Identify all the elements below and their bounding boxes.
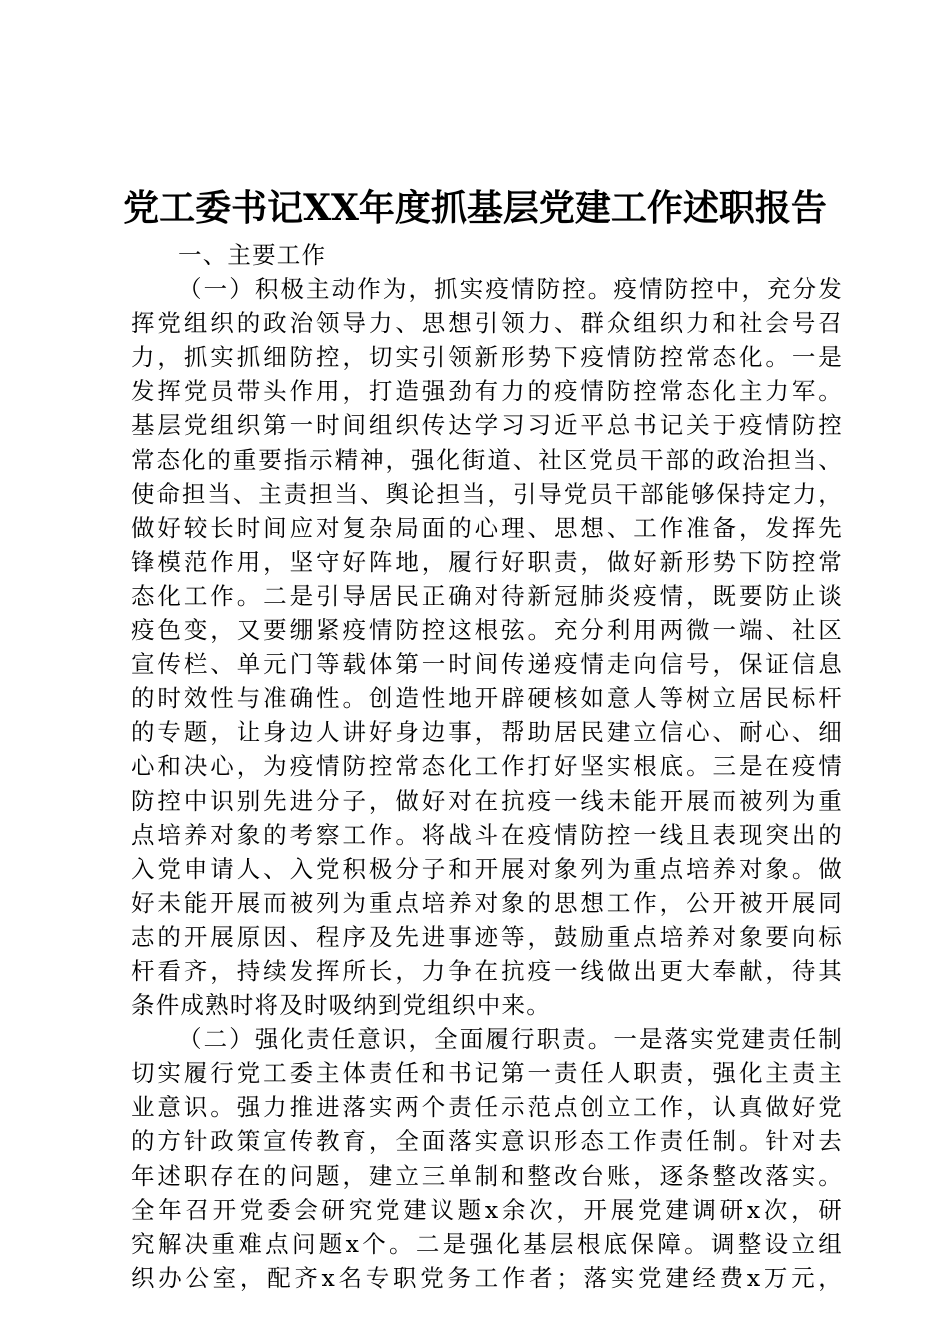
- paragraph-line: （二）强化责任意识，全面履行职责。一是落实党建责任制: [178, 1025, 843, 1054]
- paragraph-line: 基层党组织第一时间组织传达学习习近平总书记关于疫情防控: [131, 411, 843, 440]
- paragraph-line: 锋模范作用，坚守好阵地，履行好职责，做好新形势下防控常: [131, 547, 843, 576]
- paragraph-line: 宣传栏、单元门等载体第一时间传递疫情走向信号，保证信息: [131, 650, 843, 679]
- paragraph-line: 的专题，让身边人讲好身边事，帮助居民建立信心、耐心、细: [131, 718, 843, 747]
- paragraph-line: 发挥党员带头作用，打造强劲有力的疫情防控常态化主力军。: [131, 377, 843, 406]
- paragraph-line: 使命担当、主责担当、舆论担当，引导党员干部能够保持定力，: [131, 479, 843, 508]
- document-body: [131, 238, 843, 1295]
- paragraph-line: 杆看齐，持续发挥所长，力争在抗疫一线做出更大奉献，待其: [131, 956, 843, 985]
- paragraph-line: 力，抓实抓细防控，切实引领新形势下疫情防控常态化。一是: [131, 343, 843, 372]
- section-heading: 一、主要工作: [178, 241, 327, 269]
- paragraph-line: 态化工作。二是引导居民正确对待新冠肺炎疫情，既要防止谈: [131, 581, 843, 610]
- document-title: 党工委书记XX年度抓基层党建工作述职报告: [123, 187, 827, 229]
- paragraph-line: 的时效性与准确性。创造性地开辟硬核如意人等树立居民标杆: [131, 684, 843, 713]
- paragraph-line: 业意识。强力推进落实两个责任示范点创立工作，认真做好党: [131, 1093, 843, 1122]
- paragraph-line: 志的开展原因、程序及先进事迹等，鼓励重点培养对象要向标: [131, 922, 843, 951]
- paragraph-line: （一）积极主动作为，抓实疫情防控。疫情防控中，充分发: [178, 275, 843, 304]
- paragraph-line: 的方针政策宣传教育，全面落实意识形态工作责任制。针对去: [131, 1127, 843, 1156]
- paragraph-line: 年述职存在的问题，建立三单制和整改台账，逐条整改落实。: [131, 1161, 843, 1190]
- paragraph-line: 条件成熟时将及时吸纳到党组织中来。: [131, 991, 551, 1020]
- paragraph-line: 好未能开展而被列为重点培养对象的思想工作，公开被开展同: [131, 888, 843, 917]
- paragraph-line: 切实履行党工委主体责任和书记第一责任人职责，强化主责主: [131, 1059, 843, 1088]
- paragraph-line: 织办公室，配齐x名专职党务工作者；落实党建经费x万元，: [131, 1263, 843, 1292]
- paragraph-line: 入党申请人、入党积极分子和开展对象列为重点培养对象。做: [131, 854, 843, 883]
- paragraph-line: 防控中识别先进分子，做好对在抗疫一线未能开展而被列为重: [131, 786, 843, 815]
- paragraph-line: 疫色变，又要绷紧疫情防控这根弦。充分利用两微一端、社区: [131, 616, 843, 645]
- paragraph-line: 做好较长时间应对复杂局面的心理、思想、工作准备，发挥先: [131, 513, 843, 542]
- paragraph-line: 点培养对象的考察工作。将战斗在疫情防控一线且表现突出的: [131, 820, 843, 849]
- paragraph-line: 心和决心，为疫情防控常态化工作打好坚实根底。三是在疫情: [131, 752, 843, 781]
- paragraph-line: 究解决重难点问题x个。二是强化基层根底保障。调整设立组: [131, 1229, 843, 1258]
- paragraph-line: 挥党组织的政治领导力、思想引领力、群众组织力和社会号召: [131, 309, 843, 338]
- paragraph-line: 全年召开党委会研究党建议题x余次，开展党建调研x次，研: [131, 1195, 843, 1224]
- paragraph-line: 常态化的重要指示精神，强化街道、社区党员干部的政治担当、: [131, 445, 843, 474]
